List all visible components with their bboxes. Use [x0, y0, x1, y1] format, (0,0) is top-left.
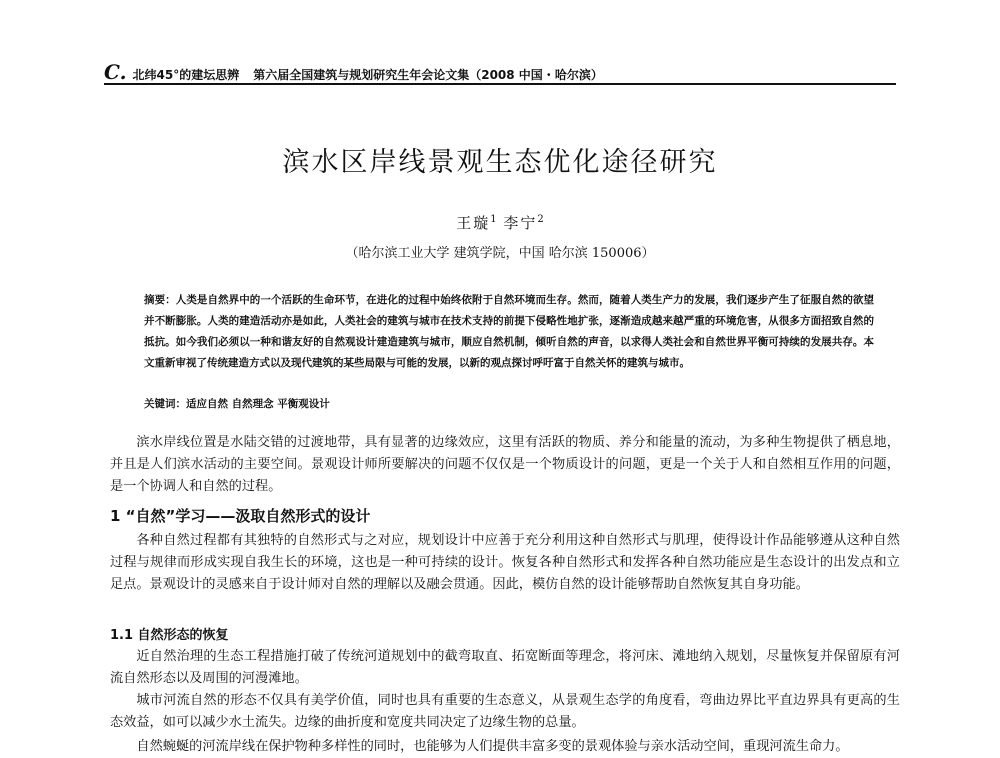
body-paragraph: 城市河流自然的形态不仅具有美学价值，同时也具有重要的生态意义，从景观生态学的角度看，弯曲边界比平直边界具有更高的生态效益，如可以减少水土流失。边缘的曲折度和宽度共同决定了边缘生物的总量。 [110, 693, 900, 730]
author-line [0, 212, 1000, 233]
body-paragraph: 自然蜿蜒的河流岸线在保护物种多样性的同时，也能够为人们提供丰富多变的景观体验与亲水活动空间，重现河流生命力。 [136, 739, 849, 754]
author-name: 李宁 [503, 214, 538, 232]
body-paragraph: 各种自然过程都有其独特的自然形式与之对应，规划设计中应善于充分利用这种自然形式与肌理，使得设计作品能够遵从这种自然过程与规律而形成实现自我生长的环境，这也是一种可持续的设计。恢复各种自然形式和发挥各种自然功能应是生态设计的出发点和立足点。景观设计的灵感来自于设计师对自然的理解以及融会贯通。因此，模仿自然的设计能够帮助自然恢复其自身功能。 [110, 533, 900, 592]
body-paragraph: 近自然治理的生态工程措施打破了传统河道规划中的截弯取直、拓宽断面等理念，将河床、滩地纳入规划，尽量恢复并保留原有河流自然形态以及周围的河漫滩地。 [110, 649, 900, 686]
body-paragraph: 滨水岸线位置是水陆交错的过渡地带，具有显著的边缘效应，这里有活跃的物质、养分和能量的流动，为多种生物提供了栖息地，并且是人们滨水活动的主要空间。景观设计师所要解决的问题不仅仅是一个物质设计的问题，更是一个关于人和自然相互作用的问题，是一个协调人和自然的过程。 [110, 435, 900, 494]
header-rule [104, 83, 896, 85]
paper-title: 滨水区岸线景观生态优化途径研究 [282, 147, 718, 178]
author-name: 王璇 [456, 214, 491, 232]
subsection-heading: 1.1 自然形态的恢复 [110, 628, 229, 643]
section-heading: 1 “自然”学习——汲取自然形式的设计 [110, 507, 371, 525]
running-header [104, 60, 894, 84]
affiliation: （哈尔滨工业大学 建筑学院，中国 哈尔滨 150006） [345, 246, 655, 261]
author-affiliation-mark: 2 [537, 214, 544, 225]
abstract: 摘要：人类是自然界中的一个活跃的生命环节，在进化的过程中始终依附于自然环境而生存。然而，随着人类生产力的发展，我们逐步产生了征服自然的欲望并不断膨胀。人类的建造活动亦是如此，人类社会的建筑与城市在技术支持的前提下侵略性地扩张，逐渐造成越来越严重的环境危害，从很多方面招致自然的抵抗。如今我们必须以一种和谐友好的自然观设计建造建筑与城市，顺应自然机制，倾听自然的声音，以求得人类社会和自然世界平衡可持续的发展共存。本文重新审视了传统建造方式以及现代建筑的某些局限与可能的发展，以新的观点探讨呼吁富于自然关怀的建筑与城市。 [144, 294, 874, 369]
author-affiliation-mark: 1 [490, 214, 497, 225]
proceedings-name: 第六届全国建筑与规划研究生年会论文集（2008 中国・哈尔滨） [253, 68, 603, 82]
journal-logo: C. [104, 60, 127, 84]
series-name: 北纬45°的建坛思辨 [132, 68, 240, 82]
keywords: 关键词：适应自然 自然理念 平衡观设计 [144, 398, 330, 410]
